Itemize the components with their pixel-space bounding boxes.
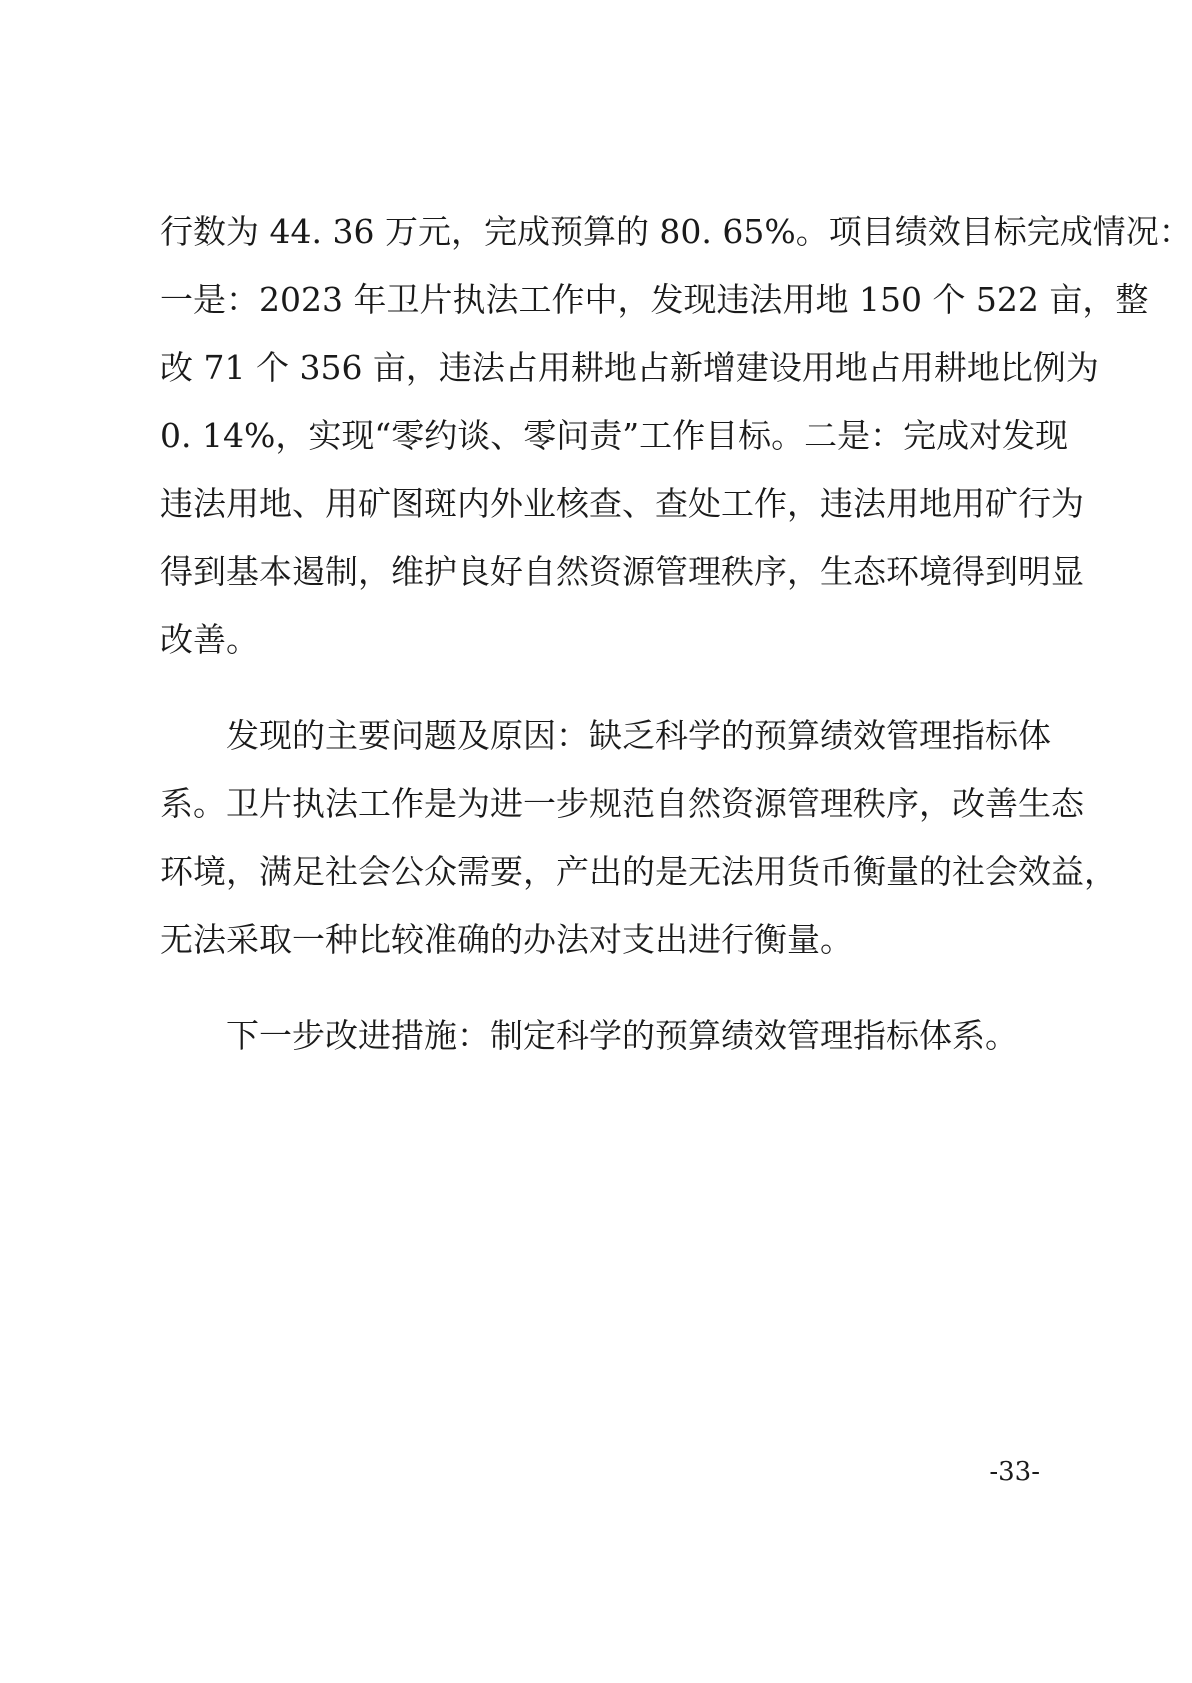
text-line: 改 71 个 356 亩，违法占用耕地占新增建设用地占用耕地比例为 bbox=[160, 348, 1099, 387]
text-line: 无法采取一种比较准确的办法对支出进行衡量。 bbox=[160, 920, 853, 959]
text-line: 违法用地、用矿图斑内外业核查、查处工作，违法用地用矿行为 bbox=[160, 484, 1084, 523]
page-number: -33- bbox=[989, 1457, 1040, 1487]
text-line: 得到基本遏制，维护良好自然资源管理秩序，生态环境得到明显 bbox=[160, 552, 1084, 591]
text-line: 行数为 44. 36 万元，完成预算的 80. 65%。项目绩效目标完成情况： bbox=[160, 212, 1192, 251]
text-line: 发现的主要问题及原因：缺乏科学的预算绩效管理指标体 bbox=[226, 716, 1051, 755]
text-line: 0. 14%，实现“零约谈、零问责”工作目标。二是：完成对发现 bbox=[160, 416, 1069, 455]
text-line: 一是：2023 年卫片执法工作中，发现违法用地 150 个 522 亩，整 bbox=[160, 280, 1149, 319]
text-line: 环境，满足社会公众需要，产出的是无法用货币衡量的社会效益， bbox=[160, 852, 1117, 891]
text-line: 系。卫片执法工作是为进一步规范自然资源管理秩序，改善生态 bbox=[160, 784, 1084, 823]
text-line: 下一步改进措施：制定科学的预算绩效管理指标体系。 bbox=[226, 1016, 1018, 1055]
text-line: 改善。 bbox=[160, 620, 259, 659]
